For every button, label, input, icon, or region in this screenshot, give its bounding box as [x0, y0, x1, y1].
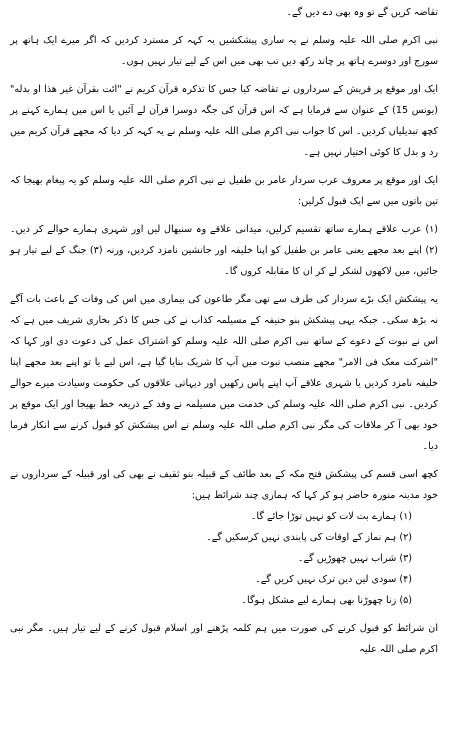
paragraph-closing: ان شرائط کو قبول کرنے کی صورت میں ہم کلمہ پڑھنے اور اسلام قبول کرنے کے لیے تیار ہیں۔ مگر نبی اکرم صلی اللہ علیہ: [10, 623, 438, 655]
paragraph-musaylima: یہ پیشکش ایک بڑے سردار کی طرف سے تھی مگر طاعون کی بیماری میں اس کی وفات کے باعث بات آگے نہ بڑھ سکی۔ جبکہ یہی پیشکش بنو حنیفہ کے مسیلمہ کذاب نے کی جس کا ذکر بخاری شریف میں ہے کہ اس نے نبوت کے دعوے کے ساتھ نبی اکرم صلی اللہ علیہ وسلم کو اشتراک عمل کی دعوت دی اور کہا کہ "اشرکت معک فی الامر" مجھے منصب نبوت میں آپ کا شریک بنایا گیا ہے، اس لیے یا تو اپنے بعد مجھے اپنا خلیفہ نامزد کردیں یا شہری علاقے آپ اپنے پاس رکھیں اور دیہاتی علاقوں کی حکومت وسیادت میرے حوالے کردیں۔ نبی اکرم صلی اللہ علیہ وسلم کی خدمت میں مسیلمہ نے وفد کے ذریعہ خط بھیجا اور ایک موقع پر خود بھی آ کر ملاقات کی مگر نبی اکرم صلی اللہ علیہ وسلم نے اس پیشکش کو قبول کرنے سے انکار فرما دیا۔: [10, 294, 438, 452]
paragraph-three-demands: (۱) عرب علاقے ہمارے ساتھ تقسیم کرلیں، میدانی علاقے وہ سنبھال لیں اور شہری ہمارے حوالے کر دیں۔ (۲) اپنے بعد مجھے یعنی عامر بن طفیل کو اپنا خلیفہ اور جانشین نامزد کردیں، ورنہ (۳) جنگ کے لیے تیار ہو جائیں، میں لاکھوں لشکر لے کر ان کا مقابلہ کروں گا۔: [10, 224, 439, 277]
condition-item: (۲) ہم نماز کے اوقات کی پابندی نہیں کرسکیں گے۔: [206, 532, 412, 543]
paragraph-amir-bin-tufail: ایک اور موقع پر معروف عرب سردار عامر بن طفیل نے نبی اکرم صلی اللہ علیہ وسلم کو یہ پیغام بھیجا کہ تین باتوں میں سے ایک قبول کرلیں:: [10, 175, 438, 207]
paragraph-banu-thaqif: کچھ اسی قسم کی پیشکش فتح مکہ کے بعد طائف کے قبیلہ بنو ثقیف نے بھی کی اور قبیلہ کے سرداروں نے خود مدینہ منورہ حاضر ہو کر کہا کہ ہماری چند شرائط ہیں:: [10, 469, 438, 501]
paragraph-quran-change-demand: ایک اور موقع پر قریش کے سرداروں نے تقاضہ کیا جس کا تذکرہ قرآن کریم نے "ائت بقرآن غیر هذا او بدله" (یونس 15) کے عنوان سے فرمایا ہے کہ اس قرآن کی جگہ دوسرا قرآن لے آئیں یا اس میں ہمارے کہنے پر کچھ تبدیلیاں کردیں۔ اس کا جواب نبی اکرم صلی اللہ علیہ وسلم نے یہ کہہ کر دیا کہ مجھے قرآن کریم میں رد و بدل کا کوئی اختیار نہیں ہے۔: [10, 84, 439, 158]
condition-item: (۱) ہمارے بت لات کو نہیں توڑا جائے گا۔: [250, 511, 412, 522]
condition-item: (۵) زنا چھوڑنا بھی ہمارے لیے مشکل ہوگا۔: [241, 595, 412, 606]
condition-item: (۳) شراب نہیں چھوڑیں گے۔: [297, 553, 412, 564]
paragraph-rejection-sun-moon: نبی اکرم صلی اللہ علیہ وسلم نے یہ ساری پیشکشیں یہ کہہ کر مسترد کردیں کہ اگر میرے ایک ہاتھ پر سورج اور دوسرے ہاتھ پر چاند رکھ دیں تب بھی میں اس کے لیے تیار نہیں ہوں۔: [10, 35, 438, 67]
condition-item: (۴) سودی لین دین ترک نہیں کریں گے۔: [255, 574, 412, 585]
paragraph-continuation: تقاضہ کریں گے تو وہ بھی دے دیں گے۔: [286, 7, 438, 18]
conditions-list: [10, 506, 438, 611]
